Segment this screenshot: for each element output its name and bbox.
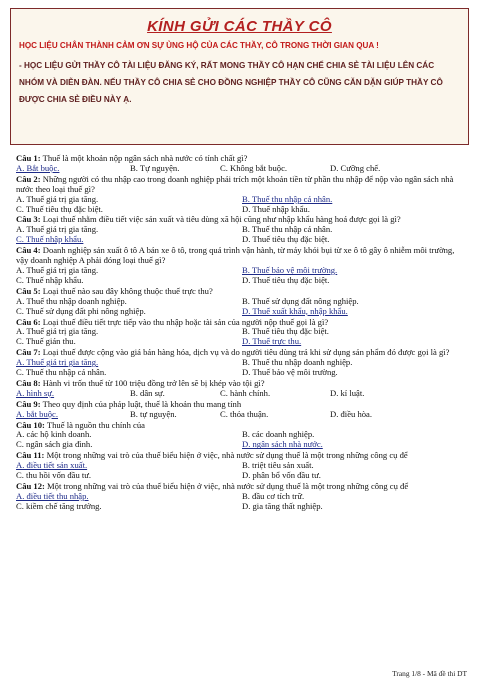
option-b: B. tự nguyện. bbox=[130, 408, 177, 419]
option-b: B. các doanh nghiệp. bbox=[242, 429, 315, 440]
option-a: A. hình sự. bbox=[16, 387, 55, 398]
question-list bbox=[16, 154, 468, 513]
question-label: Câu 1: bbox=[16, 153, 41, 163]
option-b: B. Thuế thu nhập doanh nghiệp. bbox=[242, 357, 353, 368]
question-8 bbox=[16, 379, 468, 399]
option-c: C. Thuế nhập khẩu. bbox=[16, 274, 84, 285]
option-c: C. Không bắt buộc. bbox=[220, 162, 288, 173]
option-a: A. điều tiết sản xuất. bbox=[16, 460, 88, 471]
option-d: D. Thuế xuất khẩu, nhập khẩu. bbox=[242, 305, 348, 316]
option-c: C. ngân sách gia đình. bbox=[16, 439, 93, 450]
option-b: B. dân sự. bbox=[130, 387, 165, 398]
question-text: Một trong những vai trò của thuế biểu hiện ở việc, nhà nước sử dụng thuế là một trong những công cụ để bbox=[44, 450, 408, 461]
question-label: Câu 12: bbox=[16, 481, 45, 491]
option-b: B. Tự nguyện. bbox=[130, 162, 180, 173]
options bbox=[16, 327, 468, 347]
option-b: B. triệt tiêu sản xuất. bbox=[242, 460, 314, 471]
question-label: Câu 2: bbox=[16, 173, 41, 184]
option-c: C. hành chính. bbox=[220, 387, 271, 398]
question-9 bbox=[16, 400, 468, 420]
question-4 bbox=[16, 246, 468, 286]
question-text: Loại thuế nào sau đây không thuộc thuế trực thu? bbox=[40, 285, 213, 296]
option-b: B. Thuế thu nhập cá nhân. bbox=[242, 193, 333, 204]
option-c: C. Thuế thu nhập cá nhân. bbox=[16, 367, 107, 378]
notice-thanks: HỌC LIỆU CHÂN THÀNH CẢM ƠN SỰ ỦNG HỘ CỦA CÁC THẦY, CÔ TRONG THỜI GIAN QUA ! bbox=[19, 41, 379, 50]
option-d: D. gia tăng thất nghiệp. bbox=[242, 500, 323, 511]
option-b: B. Thuế bảo vệ môi trường. bbox=[242, 264, 338, 275]
option-c: C. Thuế tiêu thụ đặc biệt. bbox=[16, 203, 103, 214]
question-stem bbox=[16, 246, 468, 266]
question-label: Câu 5: bbox=[16, 285, 41, 296]
option-c: C. Thuế gián thu. bbox=[16, 336, 76, 347]
options bbox=[16, 358, 468, 378]
notice-body: - HỌC LIỆU GỬI THẦY CÔ TÀI LIỆU ĐĂNG KÝ, RẤT MONG THẦY CÔ HẠN CHẾ CHIA SẺ TÀI LIỆU LÊN CÁC NHÓM VÀ DIỄN ĐÀN. NẾU THẦY CÔ CHIA SẺ CHO ĐỒNG NGHIỆP THẦY CÔ CŨNG CĂN DẶN GIÚP THẦY CÔ ĐƯỢC CHIA SẺ ĐIỀU NÀY Ạ. bbox=[19, 61, 443, 104]
question-3 bbox=[16, 215, 468, 245]
question-2 bbox=[16, 175, 468, 215]
question-stem bbox=[16, 175, 468, 195]
question-text: Theo quy định của pháp luật, thuế là khoản thu mang tính bbox=[40, 398, 242, 409]
notice-title: KÍNH GỬI CÁC THẦY CÔ bbox=[147, 18, 332, 35]
question-text: Loại thuế được cộng vào giá bán hàng hóa, dịch vụ và do người tiêu dùng trả khi sử dụng sản phẩm đó được gọi là gì? bbox=[40, 347, 450, 358]
option-a: A. điều tiết thu nhập. bbox=[16, 490, 89, 501]
option-c: C. kiềm chế tăng trưởng. bbox=[16, 500, 102, 511]
question-text: Những người có thu nhập cao trong doanh nghiệp phải trích một khoản tiền từ phần thu nhập để nộp vào ngân sách nhà nước theo loại thuế gì? bbox=[16, 173, 454, 194]
option-a: A. Thuế giá trị gia tăng. bbox=[16, 193, 99, 204]
option-a: A. Bắt buộc. bbox=[16, 162, 60, 173]
question-label: Câu 3: bbox=[16, 214, 41, 225]
question-label: Câu 7: bbox=[16, 347, 41, 358]
options bbox=[16, 389, 468, 399]
option-d: D. Cưỡng chế. bbox=[330, 162, 381, 173]
option-b: B. Thuế thu nhập cá nhân. bbox=[242, 224, 333, 235]
question-label: Câu 8: bbox=[16, 377, 41, 388]
question-5 bbox=[16, 287, 468, 317]
options bbox=[16, 225, 468, 245]
option-a: A. Thuế giá trị gia tăng. bbox=[16, 264, 99, 275]
option-d: D. ngân sách nhà nước. bbox=[242, 439, 323, 450]
option-d: D. Thuế tiêu thụ đặc biệt. bbox=[242, 274, 330, 285]
option-d: D. Thuế bảo vệ môi trường. bbox=[242, 367, 338, 378]
option-d: D. kỉ luật. bbox=[330, 387, 365, 398]
option-c: C. Thuế nhập khẩu. bbox=[16, 234, 84, 245]
option-b: B. đầu cơ tích trữ. bbox=[242, 490, 305, 501]
notice-box bbox=[10, 8, 469, 145]
options bbox=[16, 266, 468, 286]
question-12 bbox=[16, 482, 468, 512]
option-c: C. thu hồi vốn đầu tư. bbox=[16, 470, 92, 481]
options bbox=[16, 195, 468, 215]
question-11 bbox=[16, 451, 468, 481]
question-label: Câu 11: bbox=[16, 450, 45, 461]
question-label: Câu 9: bbox=[16, 398, 41, 409]
option-a: A. bắt buộc. bbox=[16, 408, 59, 419]
question-text: Một trong những vai trò của thuế biểu hiện ở việc, nhà nước sử dụng thuế là một trong những công cụ để bbox=[44, 481, 409, 491]
question-text: Doanh nghiệp sản xuất ô tô A bán xe ô tô, trong quá trình vận hành, từ máy khói bụi từ xe ô tô gây ô nhiễm môi trường, vậy doanh nghiệp A phải đóng loại thuế gì? bbox=[16, 245, 455, 266]
option-a: A. Thuế thu nhập doanh nghiệp. bbox=[16, 295, 127, 306]
option-b: B. Thuế tiêu thụ đặc biệt. bbox=[242, 326, 329, 337]
question-10 bbox=[16, 421, 468, 451]
option-c: C. thỏa thuận. bbox=[220, 408, 269, 419]
options bbox=[16, 164, 468, 174]
options bbox=[16, 430, 468, 450]
page-footer: Trang 1/8 - Mã đề thi DT bbox=[392, 669, 467, 678]
question-label: Câu 4: bbox=[16, 245, 41, 256]
question-7 bbox=[16, 348, 468, 378]
question-1 bbox=[16, 154, 468, 174]
option-d: D. điều hòa. bbox=[330, 408, 373, 419]
option-a: A. các hộ kinh doanh. bbox=[16, 429, 92, 440]
option-d: D. Thuế tiêu thụ đặc biệt. bbox=[242, 234, 330, 245]
question-6 bbox=[16, 318, 468, 348]
option-a: A. Thuế giá trị gia tăng. bbox=[16, 224, 99, 235]
option-a: A. Thuế giá trị gia tăng. bbox=[16, 357, 99, 368]
question-text: Loại thuế điều tiết trực tiếp vào thu nhập hoặc tài sản của người nộp thuế gọi là gì? bbox=[40, 316, 329, 327]
option-a: A. Thuế giá trị gia tăng. bbox=[16, 326, 99, 337]
option-d: D. phân bổ vốn đầu tư. bbox=[242, 470, 321, 481]
option-c: C. Thuế sử dụng đất phi nông nghiệp. bbox=[16, 305, 146, 316]
question-text: Loại thuế nhằm điều tiết việc sản xuất và tiêu dùng xã hội cũng như nhập khẩu hàng hoá được gọi là gì? bbox=[40, 214, 401, 225]
options bbox=[16, 297, 468, 317]
question-label: Câu 6: bbox=[16, 316, 41, 327]
options bbox=[16, 410, 468, 420]
option-d: D. Thuế nhập khẩu. bbox=[242, 203, 310, 214]
options bbox=[16, 492, 468, 512]
option-b: B. Thuế sử dụng đất nông nghiệp. bbox=[242, 295, 359, 306]
option-d: D. Thuế trực thu. bbox=[242, 336, 302, 347]
question-label: Câu 10: bbox=[16, 419, 45, 430]
options bbox=[16, 461, 468, 481]
question-text: Hành vi trốn thuế từ 100 triệu đồng trở lên sẽ bị khép vào tội gì? bbox=[40, 377, 265, 388]
question-text: Thuế là nguồn thu chính của bbox=[44, 419, 145, 430]
question-text: Thuế là một khoản nộp ngân sách nhà nước có tính chất gì? bbox=[40, 153, 248, 163]
